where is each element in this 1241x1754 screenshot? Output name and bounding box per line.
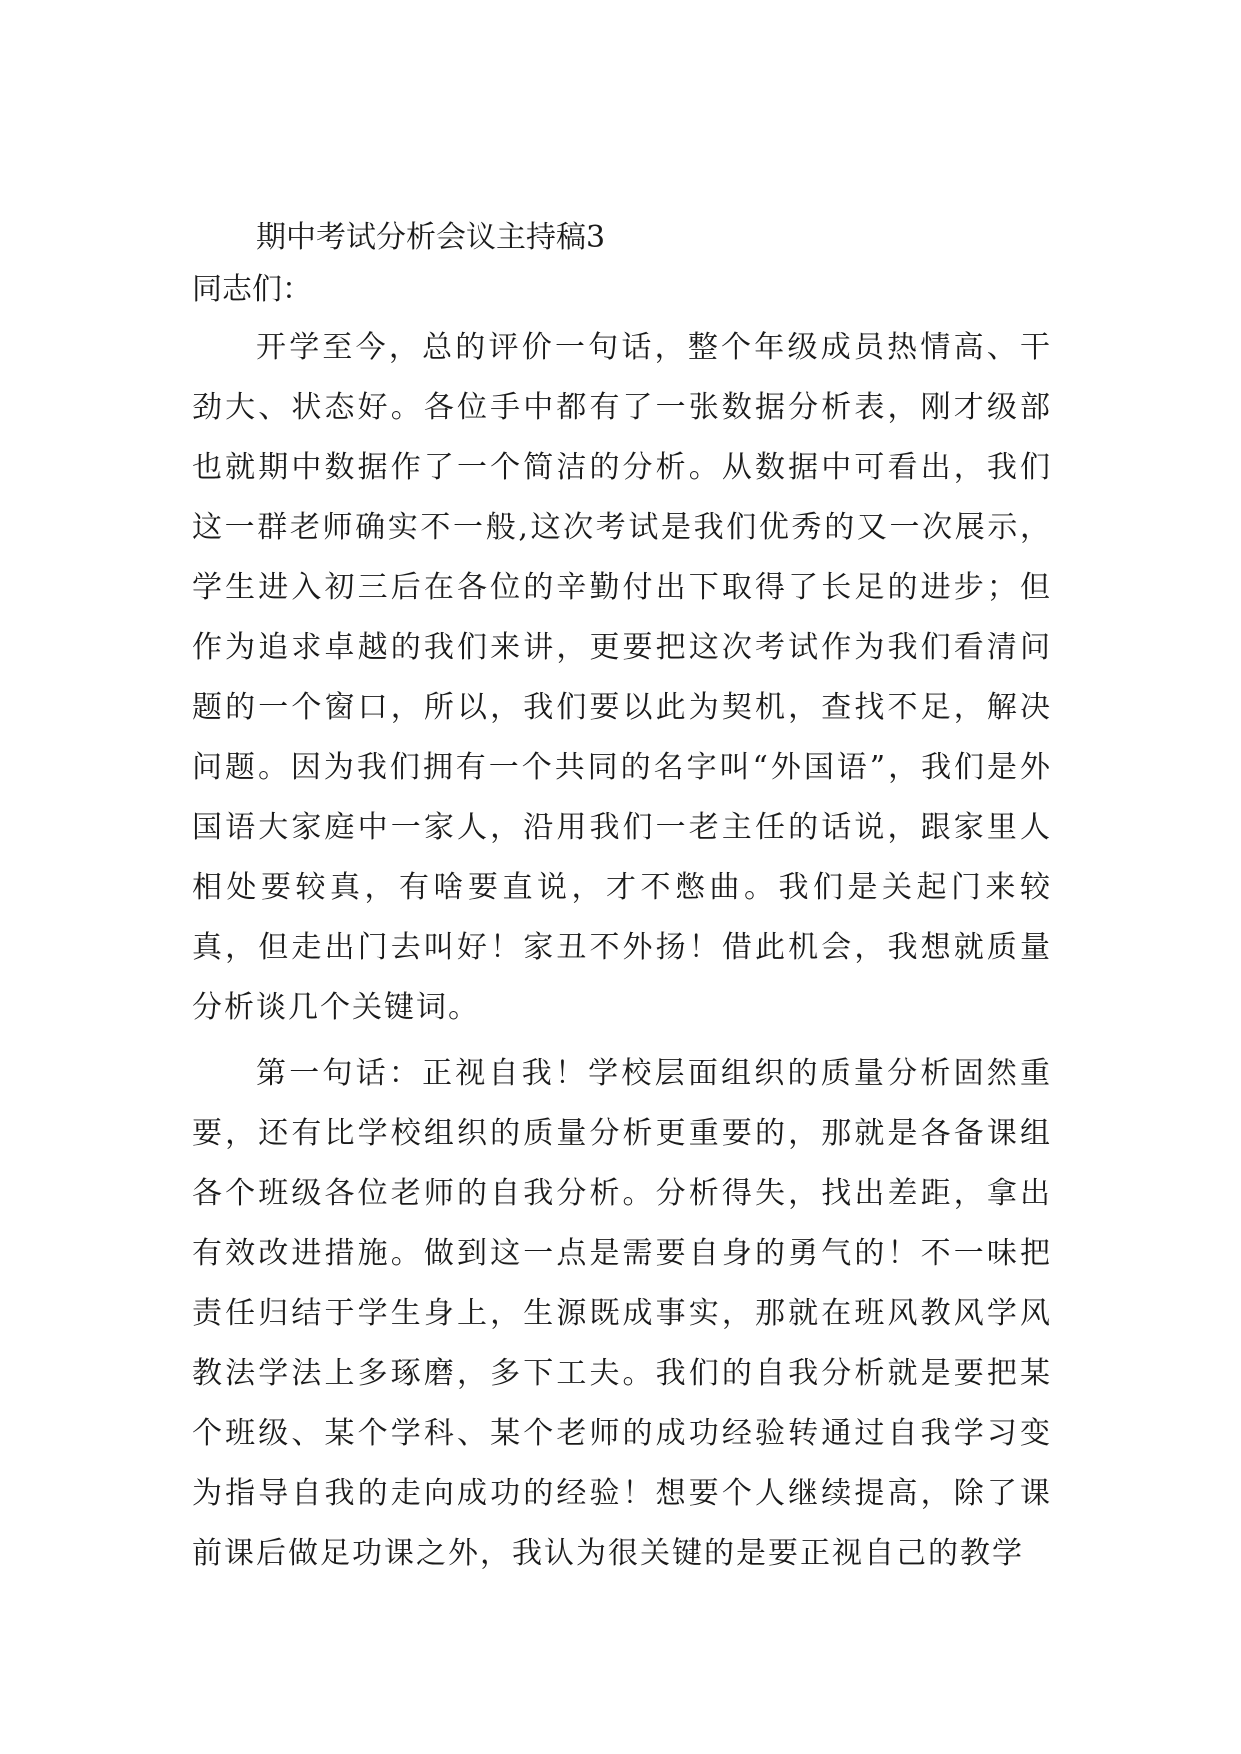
salutation: 同志们：: [192, 272, 312, 307]
document-page: [192, 218, 1052, 1584]
paragraph-2: 第一句话：正视自我！学校层面组织的质量分析固然重要，还有比学校组织的质量分析更重要的，那就是各备课组各个班级各位老师的自我分析。分析得失，找出差距，拿出有效改进措施。做到这一点是需要自身的勇气的！不一味把责任归结于学生身上，生源既成事实，那就在班风教风学风教法学法上多琢磨，多下工夫。我们的自我分析就是要把某个班级、某个学科、某个老师的成功经验转通过自我学习变为指导自我的走向成功的经验！想要个人继续提高，除了课前课后做足功课之外，我认为很关键的是要正视自己的教学: [192, 1056, 1052, 1571]
paragraph-1: 开学至今，总的评价一句话，整个年级成员热情高、干劲大、状态好。各位手中都有了一张数据分析表，刚才级部也就期中数据作了一个简洁的分析。从数据中可看出，我们这一群老师确实不一般,这次考试是我们优秀的又一次展示，学生进入初三后在各位的辛勤付出下取得了长足的进步；但作为追求卓越的我们来讲，更要把这次考试作为我们看清问题的一个窗口，所以，我们要以此为契机，查找不足，解决问题。因为我们拥有一个共同的名字叫“外国语”，我们是外国语大家庭中一家人，沿用我们一老主任的话说，跟家里人相处要较真，有啥要直说，才不憋曲。我们是关起门来较真，但走出门去叫好！家丑不外扬！借此机会，我想就质量分析谈几个关键词。: [192, 330, 1052, 1025]
document-title: 期中考试分析会议主持稿3: [256, 220, 606, 255]
